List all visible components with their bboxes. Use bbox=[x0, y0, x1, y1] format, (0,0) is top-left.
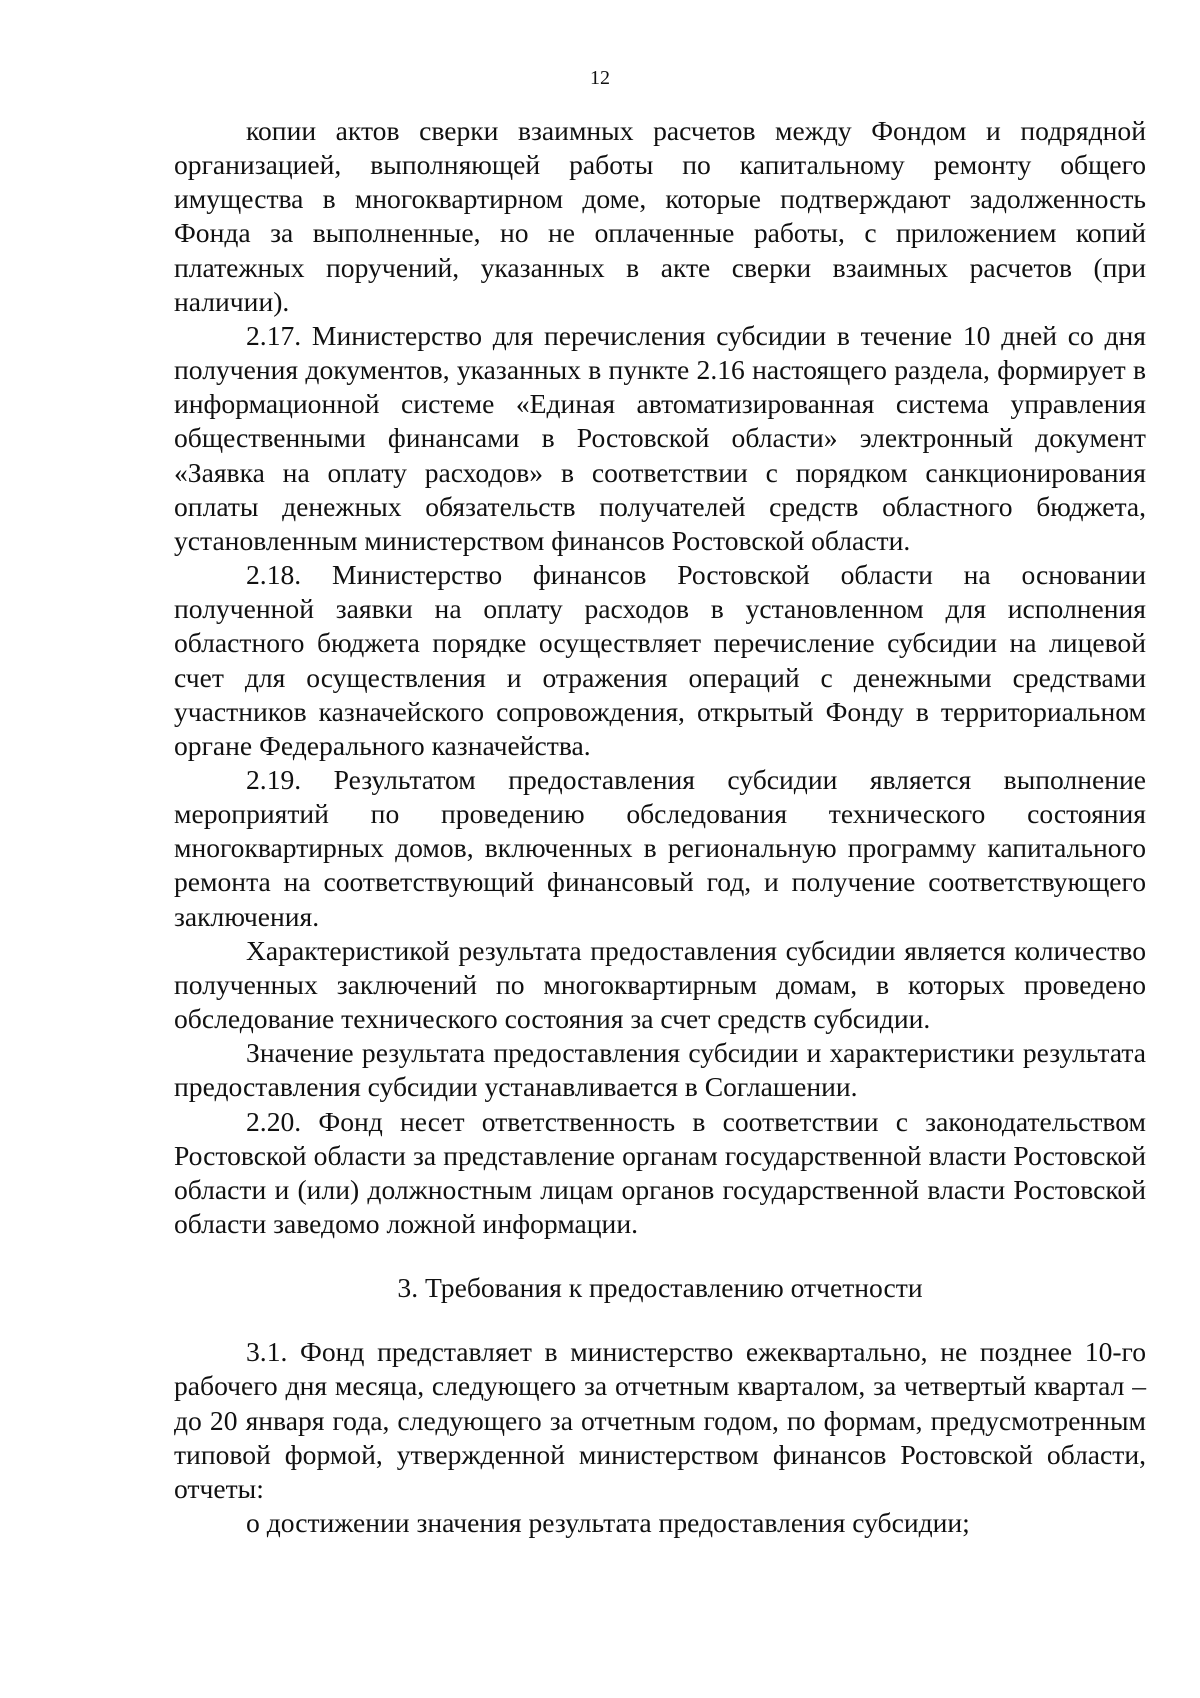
paragraph-2-20: 2.20. Фонд несет ответственность в соответствии с законодательством Ростовской области за представление органам государственной власти Ростовской области и (или) должностным лицам органов государственной власти Ростовской области заведомо ложной информации. bbox=[174, 1105, 1146, 1239]
paragraph-3-1: 3.1. Фонд представляет в министерство ежеквартально, не позднее 10-го рабочего дня месяца, следующего за отчетным кварталом, за четвертый квартал – до 20 января года, следующего за отчетным годом, по формам, предусмотренным типовой формой, утвержденной министерством финансов Ростовской области, отчеты: bbox=[174, 1336, 1146, 1504]
paragraph-2-18: 2.18. Министерство финансов Ростовской области на основании полученной заявки на оплату расходов в установленном для исполнения областного бюджета порядке осуществляет перечисление субсидии на лицевой счет для осуществления и отражения операций с денежными средствами участников казначейского сопровождения, открытый Фонду в территориальном органе Федерального казначейства. bbox=[174, 559, 1146, 761]
paragraph-result-characteristic: Характеристикой результата предоставления субсидии является количество полученных заключений по многоквартирным домам, в которых проведено обследование технического состояния за счет средств субсидии. bbox=[174, 934, 1146, 1035]
page-number: 12 bbox=[590, 67, 610, 89]
section-heading: 3. Требования к предоставлению отчетности bbox=[397, 1272, 923, 1304]
paragraph-2-17: 2.17. Министерство для перечисления субсидии в течение 10 дней со дня получения документов, указанных в пункте 2.16 настоящего раздела, формирует в информационной системе «Единая автоматизированная система управления общественными финансами в Ростовской области» электронный документ «Заявка на оплату расходов» в соответствии с порядком санкционирования оплаты денежных обязательств получателей средств областного бюджета, установленным министерством финансов Ростовской области. bbox=[174, 319, 1146, 556]
paragraph-result-value: Значение результата предоставления субсидии и характеристики результата предоставления субсидии устанавливается в Соглашении. bbox=[174, 1037, 1146, 1103]
paragraph-report-item: о достижении значения результата предоставления субсидии; bbox=[246, 1507, 970, 1539]
paragraph-copies-of-acts: копии актов сверки взаимных расчетов между Фондом и подрядной организацией, выполняющей работы по капитальному ремонту общего имущества в многоквартирном доме, которые подтверждают задолженность Фонда за выполненные, но не оплаченные работы, с приложением копий платежных поручений, указанных в акте сверки взаимных расчетов (при наличии). bbox=[174, 115, 1146, 317]
paragraph-2-19: 2.19. Результатом предоставления субсидии является выполнение мероприятий по проведению обследования технического состояния многоквартирных домов, включенных в региональную программу капитального ремонта на соответствующий финансовый год, и получение соответствующего заключения. bbox=[174, 763, 1146, 932]
document-body bbox=[174, 114, 1146, 1540]
